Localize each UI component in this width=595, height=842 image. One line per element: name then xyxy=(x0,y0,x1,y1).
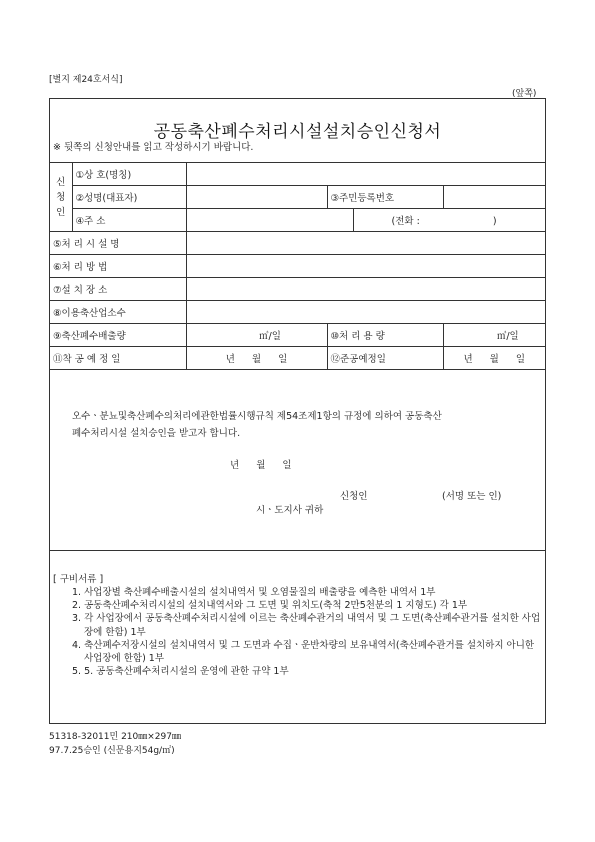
notice: ※ 뒷쪽의 신청안내를 읽고 작성하시기 바랍니다. xyxy=(53,142,254,153)
resident-no-label: ③주민등록번호 xyxy=(327,186,443,209)
page-side: (앞쪽) xyxy=(512,89,537,99)
business-name-field[interactable] xyxy=(186,163,545,186)
application-form xyxy=(49,98,546,724)
user-farms-field[interactable] xyxy=(186,301,545,324)
declaration-text: 오수ㆍ분뇨및축산폐수의처리에관한법률시행규칙 제54조제1항의 규정에 의하여 공동축산 폐수처리시설 설치승인을 받고자 합니다. xyxy=(72,411,442,439)
applicant-signature-label: 신청인 xyxy=(340,491,368,502)
complete-date-label: ⑫준공예정일 xyxy=(327,347,443,370)
list-item: 4. 축산폐수저장시설의 설치내역서 및 그 도면과 수집ㆍ운반차량의 보유내역서(축산폐수관거를 설치하지 아니한 사업장에 한함) 1부 xyxy=(72,639,535,665)
required-documents-title: [ 구비서류 ] xyxy=(53,574,104,585)
application-date[interactable]: 년 월 일 xyxy=(230,460,292,471)
user-farms-label: ⑧이용축산업소수 xyxy=(50,301,186,324)
capacity-field[interactable]: ㎥/일 xyxy=(443,324,545,347)
section-divider xyxy=(50,550,545,551)
start-date-field[interactable]: 년 월 일 xyxy=(186,347,327,370)
install-place-label: ⑦설 치 장 소 xyxy=(50,278,186,301)
list-item: 1. 사업장별 축산폐수배출시설의 설치내역서 및 오염물질의 배출량을 예측한 내역서 1부 xyxy=(72,587,436,598)
phone-field[interactable]: (전화 : ) xyxy=(353,209,545,232)
footer-approval: 97.7.25승인 (신문용지54g/㎡) xyxy=(49,746,175,756)
list-item: 3. 각 사업장에서 공동축산폐수처리시설에 이르는 축산폐수관거의 내역서 및 그 도면(축산폐수관거를 설치한 사업장에 한함) 1부 xyxy=(72,613,541,638)
name-label: ②성명(대표자) xyxy=(72,186,186,209)
business-name-label: ①상 호(명칭) xyxy=(72,163,186,186)
install-place-field[interactable] xyxy=(186,278,545,301)
treatment-method-field[interactable] xyxy=(186,255,545,278)
complete-date-field[interactable]: 년 월 일 xyxy=(443,347,545,370)
resident-no-field[interactable] xyxy=(443,186,545,209)
discharge-field[interactable]: ㎥/일 xyxy=(186,324,327,347)
list-item: 5. 5. 공동축산폐수처리시설의 운영에 관한 규약 1부 xyxy=(72,666,289,678)
signature-field[interactable]: (서명 또는 인) xyxy=(442,491,502,502)
address-label: ④주 소 xyxy=(72,209,186,232)
name-field[interactable] xyxy=(186,186,327,209)
list-item: 2. 공동축산폐수처리시설의 설치내역서와 그 도면 및 위치도(축척 2만5천분의 1 지형도) 각 1부 xyxy=(72,600,468,612)
form-number: [별지 제24호서식] xyxy=(49,75,123,85)
application-table xyxy=(50,162,545,370)
footer-code: 51318-32011민 210㎜×297㎜ xyxy=(49,732,181,742)
treatment-method-label: ⑥처 리 방 법 xyxy=(50,255,186,278)
capacity-label: ⑩처 리 용 량 xyxy=(327,324,443,347)
start-date-label: ⑪착 공 예 정 일 xyxy=(50,347,186,370)
discharge-label: ⑨축산폐수배출량 xyxy=(50,324,186,347)
address-field[interactable] xyxy=(186,209,353,232)
required-documents-list xyxy=(50,586,545,678)
facility-name-label: ⑤처 리 시 설 명 xyxy=(50,232,186,255)
form-title: 공동축산폐수처리시설설치승인신청서 xyxy=(153,122,442,142)
applicant-section-label: 신 청 인 xyxy=(50,163,72,232)
addressee: 시ㆍ도지사 귀하 xyxy=(256,505,324,516)
facility-name-field[interactable] xyxy=(186,232,545,255)
